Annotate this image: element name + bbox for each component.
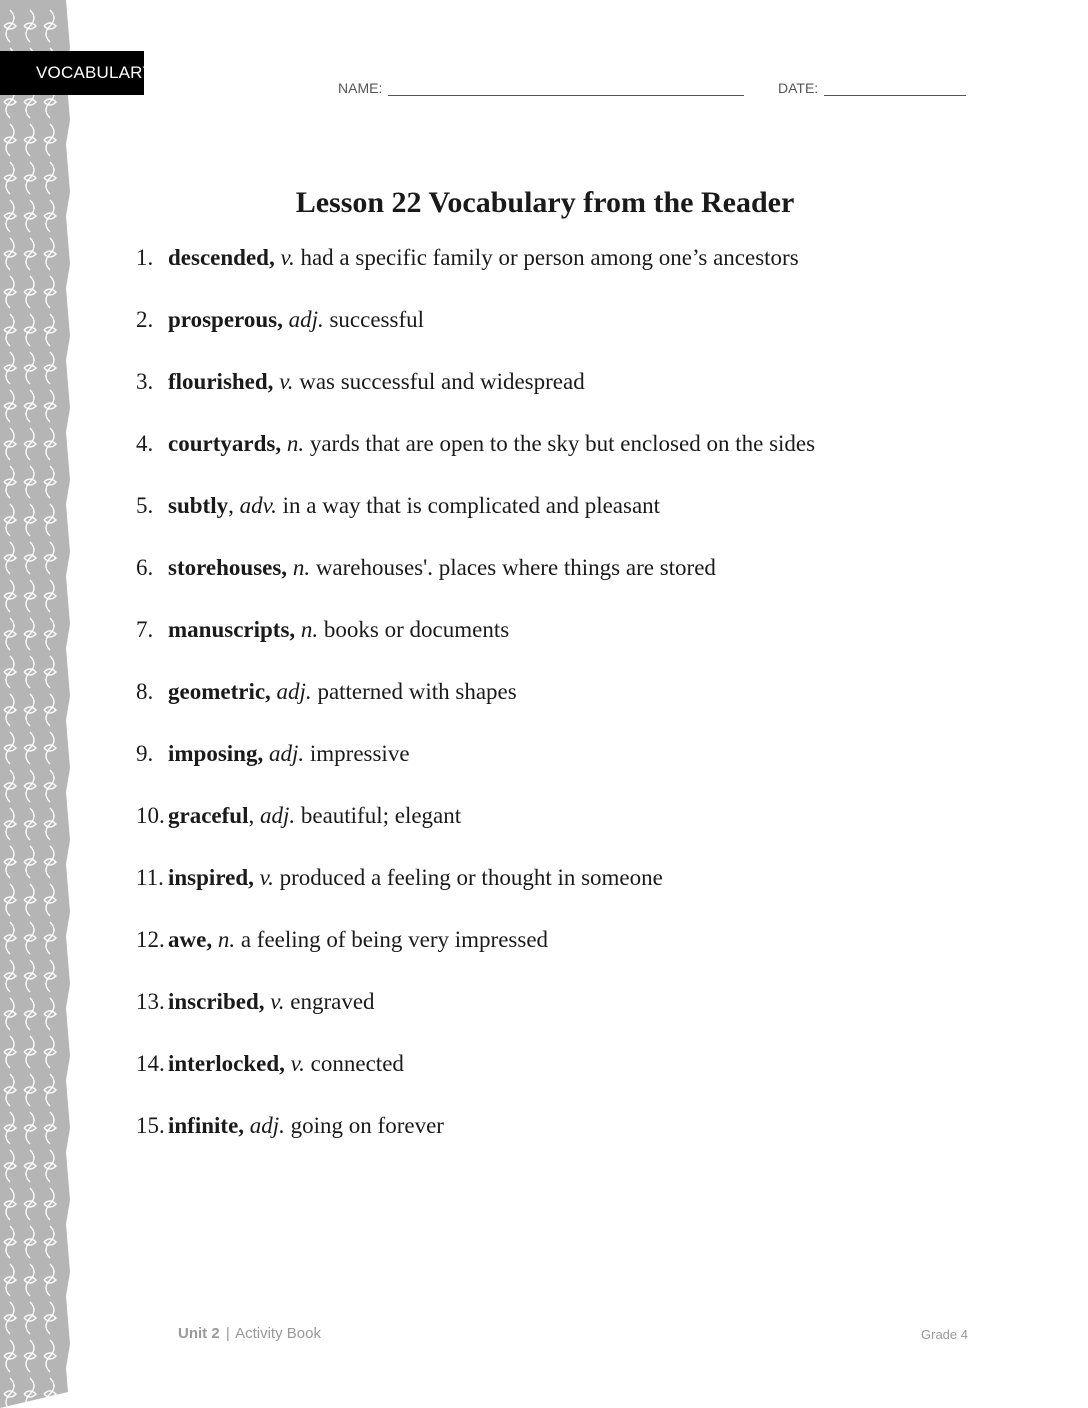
page-title: Lesson 22 Vocabulary from the Reader <box>295 186 795 219</box>
vocabulary-list <box>136 241 815 1171</box>
vocab-item <box>136 551 815 613</box>
item-entry <box>168 737 410 799</box>
word-separator: , <box>248 803 255 828</box>
section-tab-label: VOCABULARY <box>0 51 144 95</box>
footer-book-info <box>178 1325 321 1342</box>
vocab-word: infinite, <box>168 1113 245 1138</box>
definition: engraved <box>284 989 375 1014</box>
item-number: 15. <box>136 1113 165 1138</box>
footer-book-title: Activity Book <box>235 1325 321 1342</box>
part-of-speech: v. <box>280 245 295 270</box>
item-number: 9. <box>136 741 154 766</box>
part-of-speech: adv. <box>239 493 277 518</box>
vocab-word: descended, <box>168 245 275 270</box>
vocab-word: awe, <box>168 927 213 952</box>
vocab-item <box>136 675 815 737</box>
definition: warehouses'. places where things are stored <box>310 555 716 580</box>
definition: beautiful; elegant <box>295 803 462 828</box>
vocab-item <box>136 737 815 799</box>
item-number: 2. <box>136 307 154 332</box>
definition: patterned with shapes <box>311 679 517 704</box>
item-entry <box>168 365 585 427</box>
name-label: NAME: <box>338 80 383 96</box>
item-entry <box>168 241 799 303</box>
vocab-word: geometric, <box>168 679 271 704</box>
vocab-word: courtyards, <box>168 431 282 456</box>
part-of-speech: v. <box>270 989 285 1014</box>
item-entry <box>168 861 663 923</box>
vocab-word: imposing, <box>168 741 264 766</box>
footer-unit: Unit 2 <box>178 1325 220 1342</box>
vocab-item <box>136 241 815 303</box>
vocab-item <box>136 923 815 985</box>
part-of-speech: adj. <box>288 307 324 332</box>
part-of-speech: n. <box>286 431 305 456</box>
definition: in a way that is complicated and pleasant <box>276 493 661 518</box>
definition: a feeling of being very impressed <box>235 927 549 952</box>
item-entry <box>168 489 660 551</box>
item-number: 7. <box>136 617 154 642</box>
vocab-word: graceful <box>168 803 249 828</box>
item-entry <box>168 985 375 1047</box>
vocab-item <box>136 489 815 551</box>
item-entry <box>168 613 509 675</box>
item-number: 3. <box>136 369 154 394</box>
date-input-line[interactable] <box>824 81 966 96</box>
item-number: 8. <box>136 679 154 704</box>
item-entry <box>168 427 815 489</box>
vocab-item <box>136 861 815 923</box>
definition: was successful and widespread <box>293 369 585 394</box>
definition: had a specific family or person among one’s ancestors <box>294 245 799 270</box>
item-number: 10. <box>136 803 165 828</box>
definition: successful <box>323 307 424 332</box>
item-entry <box>168 923 548 985</box>
vocab-word: inspired, <box>168 865 254 890</box>
vocab-word: manuscripts, <box>168 617 296 642</box>
item-number: 14. <box>136 1051 165 1076</box>
vocab-item <box>136 1109 815 1171</box>
part-of-speech: v. <box>279 369 294 394</box>
footer-grade: Grade 4 <box>921 1327 968 1342</box>
vocab-item <box>136 1047 815 1109</box>
definition: yards that are open to the sky but enclosed on the sides <box>304 431 816 456</box>
part-of-speech: n. <box>292 555 311 580</box>
date-label: DATE: <box>778 80 819 96</box>
item-entry <box>168 551 716 613</box>
vocab-word: storehouses, <box>168 555 288 580</box>
part-of-speech: adj. <box>259 803 296 828</box>
word-separator: , <box>228 493 234 518</box>
name-field[interactable] <box>338 80 744 96</box>
item-entry <box>168 675 517 737</box>
vocab-word: prosperous, <box>168 307 283 332</box>
definition: going on forever <box>284 1113 444 1138</box>
definition: impressive <box>304 741 410 766</box>
item-number: 1. <box>136 245 154 270</box>
vocab-word: interlocked, <box>168 1051 285 1076</box>
vocab-item <box>136 365 815 427</box>
vocab-word: flourished, <box>168 369 274 394</box>
part-of-speech: adj. <box>249 1113 285 1138</box>
date-field[interactable] <box>778 80 966 96</box>
name-input-line[interactable] <box>388 81 744 96</box>
item-number: 13. <box>136 989 165 1014</box>
vocab-word: inscribed, <box>168 989 265 1014</box>
vocab-item <box>136 303 815 365</box>
item-number: 12. <box>136 927 165 952</box>
vocab-item <box>136 613 815 675</box>
definition: books or documents <box>318 617 510 642</box>
item-entry <box>168 799 461 861</box>
part-of-speech: n. <box>217 927 236 952</box>
item-entry <box>168 1047 404 1109</box>
definition: produced a feeling or thought in someone <box>273 865 663 890</box>
item-number: 6. <box>136 555 154 580</box>
part-of-speech: adj. <box>268 741 305 766</box>
item-number: 11. <box>136 865 164 890</box>
part-of-speech: v. <box>259 865 274 890</box>
part-of-speech: v. <box>290 1051 305 1076</box>
item-number: 5. <box>136 493 154 518</box>
item-entry <box>168 303 424 365</box>
part-of-speech: n. <box>300 617 319 642</box>
vocab-word: subtly <box>168 493 229 518</box>
part-of-speech: adj. <box>276 679 312 704</box>
item-entry <box>168 1109 444 1171</box>
vocab-item <box>136 427 815 489</box>
vocab-item <box>136 985 815 1047</box>
item-number: 4. <box>136 431 154 456</box>
vocab-item <box>136 799 815 861</box>
definition: connected <box>304 1051 404 1076</box>
footer-separator: | <box>225 1325 230 1342</box>
